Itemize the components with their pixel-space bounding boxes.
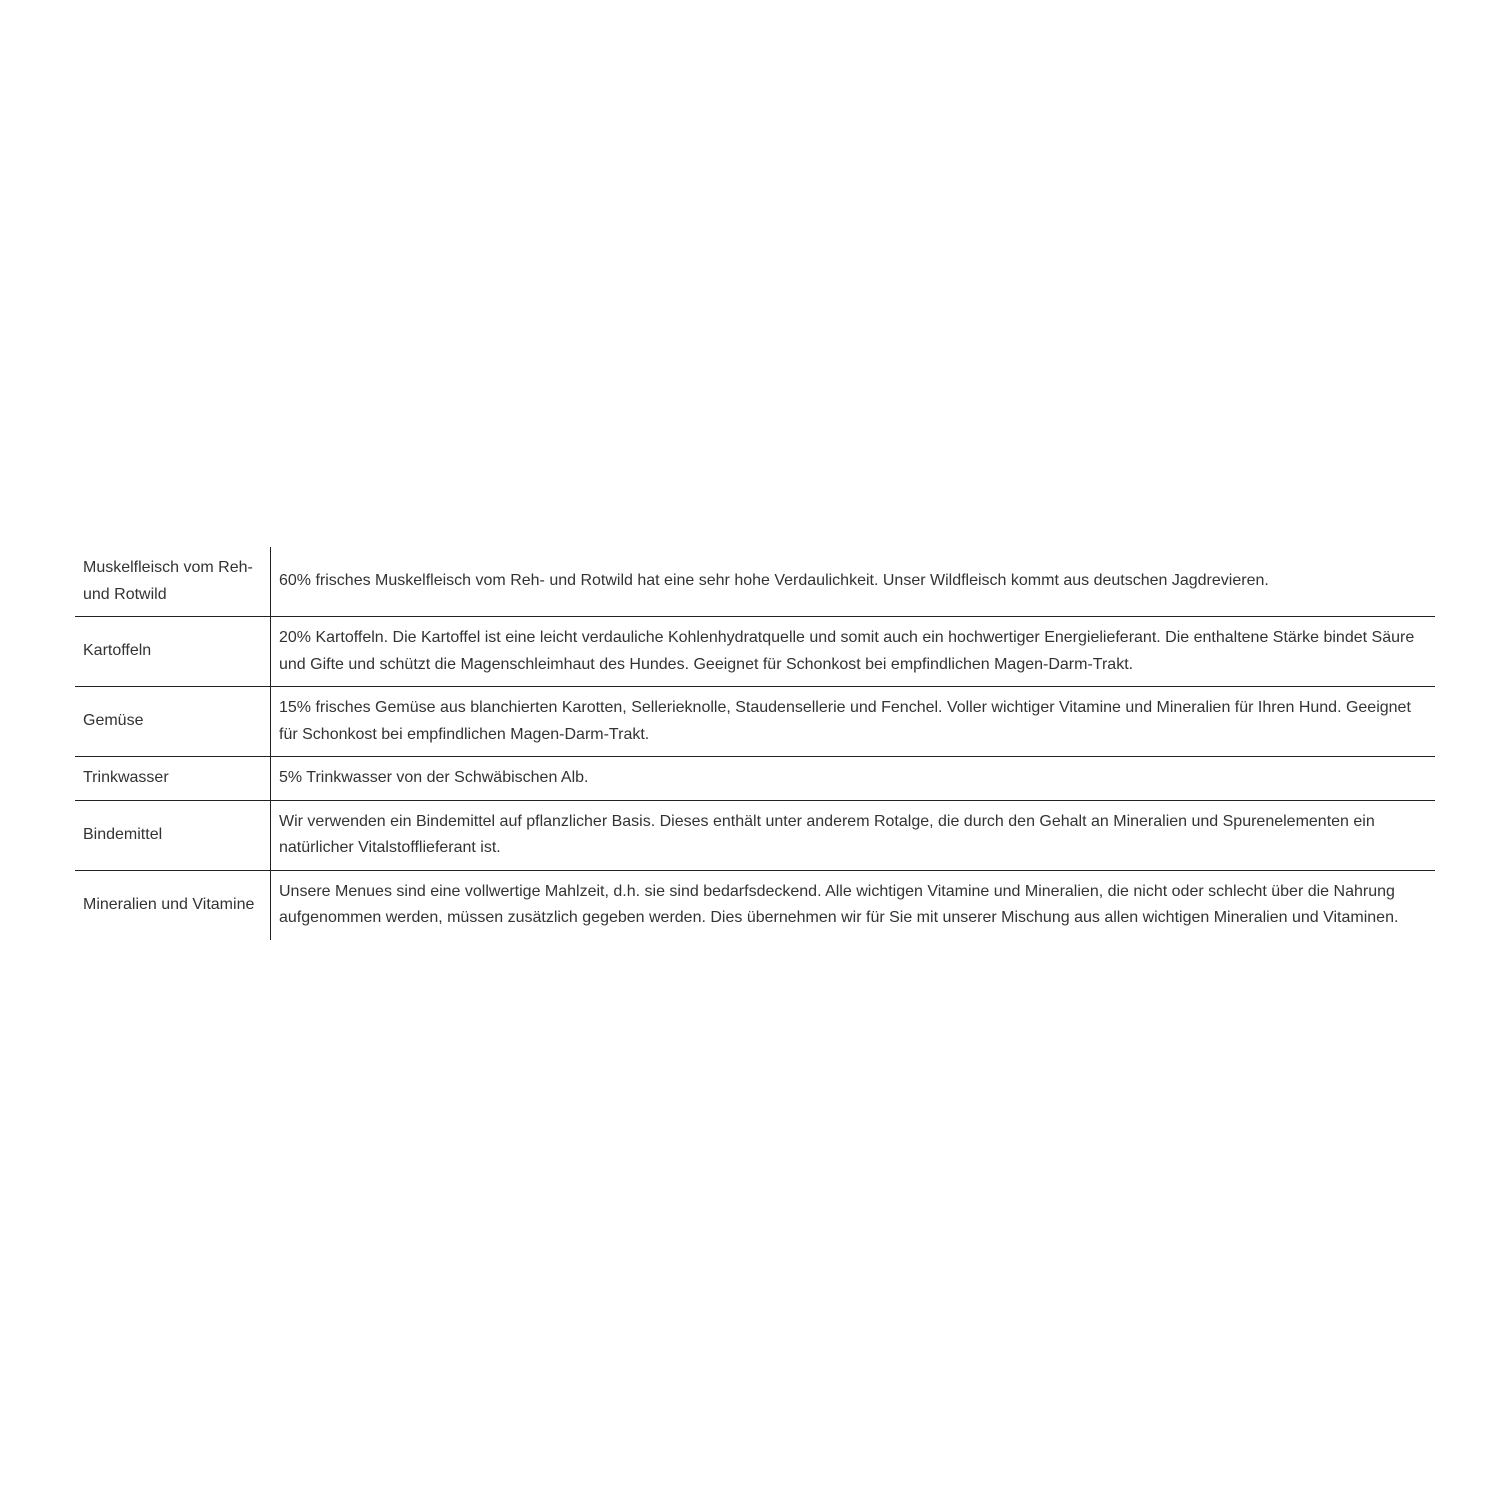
- table-row: [75, 687, 1435, 757]
- ingredient-description: 60% frisches Muskelfleisch vom Reh- und Rotwild hat eine sehr hohe Verdaulichkeit. Unser Wildfleisch kommt aus deutschen Jagdrevieren.: [271, 547, 1436, 617]
- ingredient-description: 15% frisches Gemüse aus blanchierten Karotten, Sellerieknolle, Staudensellerie und Fenchel. Voller wichtiger Vitamine und Mineralien für Ihren Hund. Geeignet für Schonkost bei empfindlichen Magen-Darm-Trakt.: [271, 687, 1436, 757]
- ingredient-description: 5% Trinkwasser von der Schwäbischen Alb.: [271, 757, 1436, 801]
- table-row: [75, 617, 1435, 687]
- table-row: [75, 800, 1435, 870]
- ingredient-description: Unsere Menues sind eine vollwertige Mahlzeit, d.h. sie sind bedarfsdeckend. Alle wichtigen Vitamine und Mineralien, die nicht oder schlecht über die Nahrung aufgenommen werden, müssen zusätzlich gegeben werden. Dies übernehmen wir für Sie mit unserer Mischung aus allen wichtigen Mineralien und Vitaminen.: [279, 882, 1399, 926]
- ingredient-name: Kartoffeln: [75, 617, 271, 687]
- ingredient-table: [75, 547, 1435, 940]
- table-row: [75, 547, 1435, 617]
- ingredient-description: 20% Kartoffeln. Die Kartoffel ist eine leicht verdauliche Kohlenhydratquelle und somit auch ein hochwertiger Energielieferant. Die enthaltene Stärke bindet Säure und Gifte und schützt die Magenschleimhaut des Hundes. Geeignet für Schonkost bei empfindlichen Magen-Darm-Trakt.: [271, 617, 1436, 687]
- ingredient-name: Mineralien und Vitamine: [75, 870, 271, 940]
- table-row: [75, 870, 1435, 940]
- ingredient-name: Gemüse: [75, 687, 271, 757]
- ingredient-description: Wir verwenden ein Bindemittel auf pflanzlicher Basis. Dieses enthält unter anderem Rotalge, die durch den Gehalt an Mineralien und Spurenelementen ein natürlicher Vitalstofflieferant ist.: [271, 800, 1436, 870]
- ingredient-name: Bindemittel: [75, 800, 271, 870]
- ingredient-name: Trinkwasser: [75, 757, 271, 801]
- table-row: [75, 757, 1435, 801]
- ingredient-name: Muskelfleisch vom Reh- und Rotwild: [75, 547, 271, 617]
